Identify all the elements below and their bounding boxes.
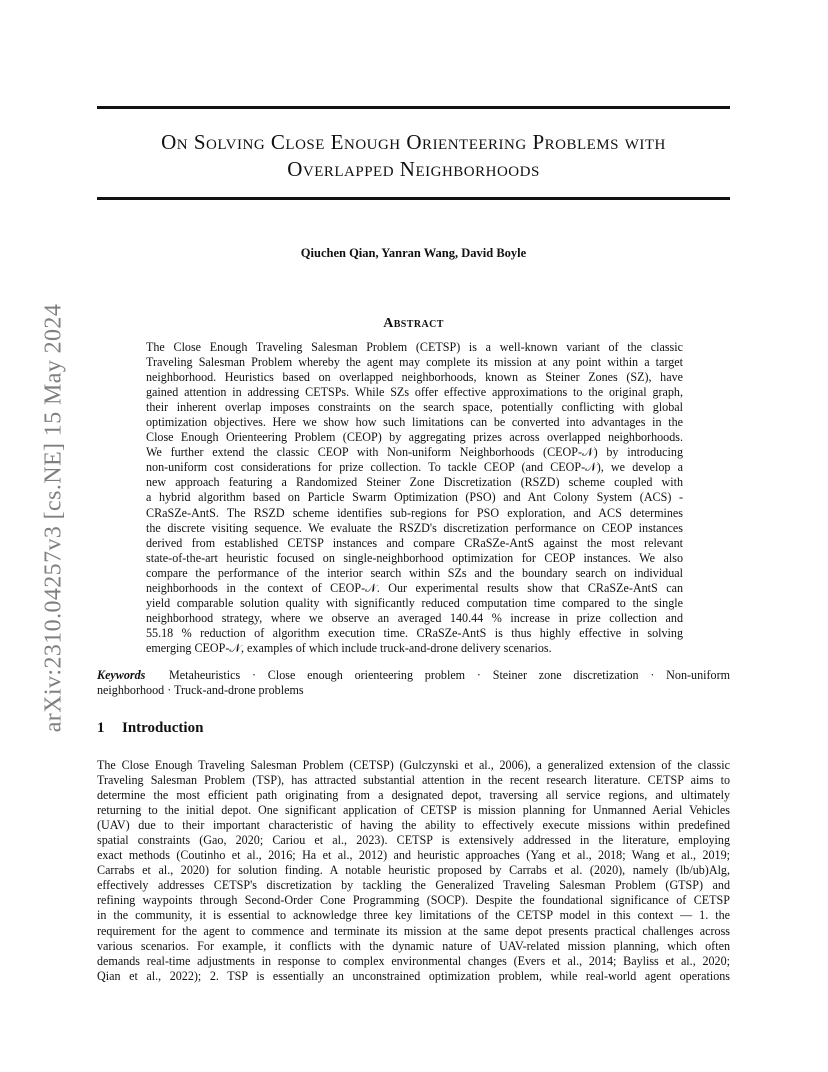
abstract-line: derived from established CETSP instances and compare CRaSZe-AntS against the most relevant (146, 535, 683, 550)
paper-title-line-1: On Solving Close Enough Orienteering Problems with (161, 130, 666, 154)
keywords-text: Metaheuristics · Close enough orienteering problem · Steiner zone discretization · Non-uniform (168, 668, 731, 682)
abstract-line: non-uniform cost considerations for prize collection. To tackle CEOP (and CEOP-𝒩), we develop a (146, 460, 683, 475)
abstract-line: compare the performance of the interior search within SZs and the boundary search on individual (146, 565, 683, 580)
abstract-line: neighborhood strategy, where we observe an averaged 140.44 % increase in prize collection and (146, 610, 683, 625)
paper-title-line-2: Overlapped Neighborhoods (287, 157, 540, 181)
authors: Qiuchen Qian, Yanran Wang, David Boyle (300, 246, 527, 260)
abstract-line: the discrete visiting sequence. We evaluate the RSZD's discretization performance on CEOP instances (146, 520, 683, 535)
abstract-line: a hybrid algorithm based on Particle Swarm Optimization (PSO) and Ant Colony System (ACS) - (146, 490, 683, 505)
arxiv-stamp: arXiv:2310.04257v3 [cs.NE] 15 May 2024 (40, 303, 67, 733)
abstract-line: their inherent overlap imposes constraints on the search space, potentially conflicting with global (146, 400, 683, 415)
intro-line[interactable]: Carrabs et al., 2020) for solution finding. A notable heuristic proposed by Carrabs et al. (2020), namely (lb/ub)Alg, (97, 863, 730, 878)
abstract-line: gained attention in addressing CETSPs. While SZs offer effective approximations to the original graph, (146, 385, 683, 400)
section-heading-introduction (97, 720, 203, 737)
keywords-line: neighborhood · Truck-and-drone problems (97, 683, 304, 698)
title-rule-bottom (97, 197, 730, 200)
abstract-heading: Abstract (383, 316, 444, 331)
intro-line: various scenarios. For example, it conflicts with the dynamic nature of UAV-related mission planning, which often (97, 938, 730, 953)
intro-line[interactable]: demands real-time adjustments in response to complex environmental changes (Evers et al., 2014; Bayliss et al., 2020; (97, 953, 730, 968)
abstract-line: new approach featuring a Randomized Steiner Zone Discretization (RSZD) scheme coupled with (146, 475, 683, 490)
abstract-line: Close Enough Orienteering Problem (CEOP) by aggregating prizes across overlapped neighborhoods. (146, 430, 683, 445)
title-rule-top (97, 106, 730, 109)
keywords (97, 668, 730, 698)
abstract-line: state-of-the-art heuristic focused on single-neighborhood optimization for CEOP instances. We also (146, 550, 683, 565)
intro-line: returning to the initial depot. One significant application of CETSP is mission planning for Unmanned Aerial Vehicles (97, 803, 730, 818)
intro-line: in the community, it is essential to acknowledge three key limitations of the CETSP model in this context — 1. the (97, 908, 730, 923)
abstract-body (146, 340, 683, 656)
abstract-line: CRaSZe-AntS. The RSZD scheme identifies sub-regions for PSO exploration, and ACS determines (146, 505, 683, 520)
introduction-body (97, 758, 730, 984)
intro-line[interactable]: spatial constraints (Gao, 2020; Cariou et al., 2023). CETSP is extensively addressed in the literature, employing (97, 833, 730, 848)
abstract-line: emerging CEOP-𝒩, examples of which include truck-and-drone delivery scenarios. (146, 640, 552, 655)
abstract-line: neighborhoods in the context of CEOP-𝒩. Our experimental results show that CRaSZe-AntS can (146, 580, 683, 595)
intro-line[interactable]: The Close Enough Traveling Salesman Problem (CETSP) (Gulczynski et al., 2006), a generalized extension of the classic (97, 758, 730, 772)
abstract-line: neighborhood. Heuristics based on overlapped neighborhoods, known as Steiner Zones (SZ), have (146, 370, 683, 385)
keywords-label: Keywords (97, 668, 146, 682)
section-title: Introduction (122, 720, 204, 736)
abstract-line: optimization objectives. Here we show how such limitations can be converted into advantages in the (146, 415, 683, 430)
abstract-line: yield comparable solution quality with significantly reduced computation time compared to the single (146, 595, 683, 610)
abstract-line: We further extend the classic CEOP with Non-uniform Neighborhoods (CEOP-𝒩) by introducing (146, 445, 683, 460)
abstract-line: 55.18 % reduction of algorithm execution time. CRaSZe-AntS is thus highly effective in solving (146, 625, 683, 640)
abstract-line: The Close Enough Traveling Salesman Problem (CETSP) is a well-known variant of the classic (146, 340, 683, 354)
intro-line[interactable]: exact methods (Coutinho et al., 2016; Ha et al., 2012) and heuristic approaches (Yang et al., 2018; Wang et al., 2019; (97, 848, 730, 863)
intro-line: refining waypoints through Second-Order Cone Programming (SOCP). Despite the foundational significance of CETSP (97, 893, 730, 908)
section-number: 1 (97, 720, 105, 736)
intro-line: Traveling Salesman Problem (TSP), has attracted substantial attention in the recent research literature. CETSP aims to (97, 773, 730, 788)
intro-line: effectively addresses CETSP's discretization by tackling the Generalized Traveling Salesman Problem (GTSP) and (97, 878, 730, 893)
intro-line[interactable]: Qian et al., 2022); 2. TSP is essentially an unconstrained optimization problem, while real-world agent operations (97, 968, 730, 983)
intro-line: (UAV) due to their important characteristic of having the ability to effectively execute missions within predefined (97, 818, 730, 833)
intro-line: requirement for the agent to commence and terminate its mission at the same depot presents practical challenges across (97, 923, 730, 938)
abstract-line: Traveling Salesman Problem whereby the agent may complete its mission at any point within a target (146, 355, 683, 370)
keywords-line (97, 668, 730, 683)
intro-line: determine the most efficient path originating from a designated depot, traversing all service regions, and ultimately (97, 788, 730, 803)
